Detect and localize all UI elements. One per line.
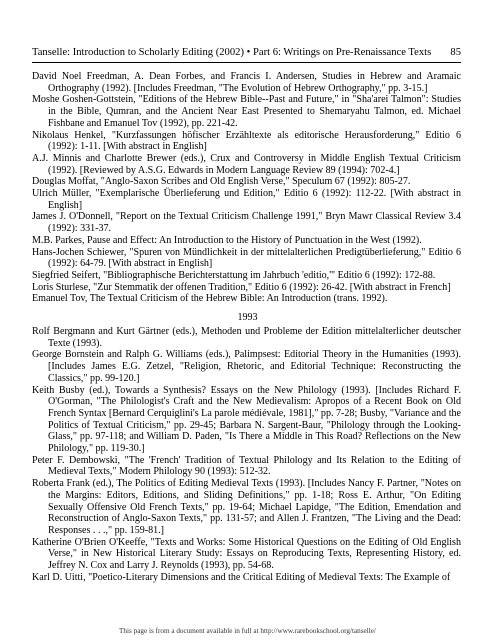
source-footer: This page is from a document available in full at http://www.rarebookschool.org/tanselle/ [119,627,376,635]
bib-entry: Emanuel Tov, The Textual Criticism of the Hebrew Bible: An Introduction (trans. 1992). [32,293,388,305]
header-rule [32,62,461,63]
running-head [32,47,461,59]
bib-entry: Nikolaus Henkel, "Kurzfassungen höfischer Erzähltexte als editorische Herausforderung," Editio 6 (1992): 1-11. [With abstract in English] [32,129,461,153]
bib-entry: Rolf Bergmann and Kurt Gärtner (eds.), Methoden und Probleme der Edition mittelalterlicher deutscher Texte (1993). [32,326,461,349]
year-heading: 1993 [237,312,258,323]
bib-entry: A.J. Minnis and Charlotte Brewer (eds.), Crux and Controversy in Middle English Textual Criticism (1992). [Reviewed by A.S.G. Edwards in Modern Language Review 89 (1994): 702-4.] [32,152,461,176]
bib-entry: Karl D. Uitti, "Poetico-Literary Dimensions and the Critical Editing of Medieval Texts: The Example of [32,571,451,583]
bib-entry: Keith Busby (ed.), Towards a Synthesis? Essays on the New Philology (1993). [Includes Richard F. O'Gorman, "The Philologist's Craft and the New Medievalism: Apropos of a Recent Book on Old French Syntax [Bernard Cerquiglini's La parole médiévale, 1981]," pp. 7-28; Busby, "Variance and the Politics of Textual Criticism," pp. 29-45; Barbara N. Sargent-Baur, "Philology through the Looking-Glass," pp. 97-118; and William D. Paden, "Is There a Middle in This Road? Reflections on the New Philology," pp. 119-30.] [32,384,461,455]
bib-entry: M.B. Parkes, Pause and Effect: An Introduction to the History of Punctuation in the West (1992). [32,234,422,246]
bib-entry: Ulrich Müller, "Exemplarische Überlieferung und Edition," Editio 6 (1992): 112-22. [With abstract in English] [32,188,461,211]
bib-entry: Siegfried Seifert, "Bibliographische Berichterstattung im Jahrbuch 'editio,'" Editio 6 (1992): 172-88. [32,269,436,281]
bib-entry: Katherine O'Brien O'Keeffe, "Texts and Works: Some Historical Questions on the Editing of Old English Verse," in New Historical Literary Study: Essays on Reproducing Texts, Representing History, ed. Jeffrey N. Cox and Larry J. Reynolds (1993), pp. 54-68. [32,536,461,572]
bib-entry: Roberta Frank (ed.), The Politics of Editing Medieval Texts (1993). [Includes Nancy F. Partner, "Notes on the Margins: Editors, Editions, and Sliding Definitions," pp. 1-18; Ross E. Arthur, "On Editing Sexually Offensive Old French Texts," pp. 19-64; Michael Lapidge, "The Edition, Emendation and Reconstruction of Anglo-Saxon Texts," pp. 131-57; and Allen J. Frantzen, "The Living and the Dead: Responses . . .," pp. 159-81.] [32,478,461,536]
bib-entry: Hans-Jochen Schiewer, "Spuren von Mündlichkeit in der mittelalterlichen Predigtüberlieferung," Editio 6 (1992): 64-79. [With abstract in English] [32,246,461,270]
bibliography-1993 [32,326,461,583]
bibliography-1992 [32,71,461,305]
running-head-title: Tanselle: Introduction to Scholarly Editing (2002) • Part 6: Writings on Pre-Renaissance Texts [32,47,432,58]
page-number: 85 [450,47,461,58]
bib-entry: George Bornstein and Ralph G. Williams (eds.), Palimpsest: Editorial Theory in the Humanities (1993). [Includes James E.G. Zetzel, "Religion, Rhetoric, and Editorial Technique: Reconstructing the Classics," pp. 99-120.] [32,349,461,384]
bib-entry: David Noel Freedman, A. Dean Forbes, and Francis I. Andersen, Studies in Hebrew and Aramaic Orthography (1992). [Includes Freedman, "The Evolution of Hebrew Orthography," pp. 3-15.] [32,71,461,94]
bib-entry: Peter F. Dembowski, "The 'French' Tradition of Textual Philology and Its Relation to the Editing of Medieval Texts," Modern Philology 90 (1993): 512-32. [32,454,461,478]
bib-entry: Loris Sturlese, "Zur Stemmatik der offenen Tradition," Editio 6 (1992): 26-42. [With abstract in French] [32,281,451,293]
bib-entry: Douglas Moffat, "Anglo-Saxon Scribes and Old English Verse," Speculum 67 (1992): 805-27. [32,176,411,188]
bib-entry: James J. O'Donnell, "Report on the Textual Criticism Challenge 1991," Bryn Mawr Classical Review 3.4 (1992): 331-37. [32,211,461,235]
bib-entry: Moshe Goshen-Gottstein, "Editions of the Hebrew Bible--Past and Future," in "Sha'arei Talmon": Studies in the Bible, Qumran, and the Ancient Near East Presented to Shemaryahu Talmon, ed. Michael Fishbane and Emanuel Tov (1992), pp. 221-42. [32,94,461,129]
